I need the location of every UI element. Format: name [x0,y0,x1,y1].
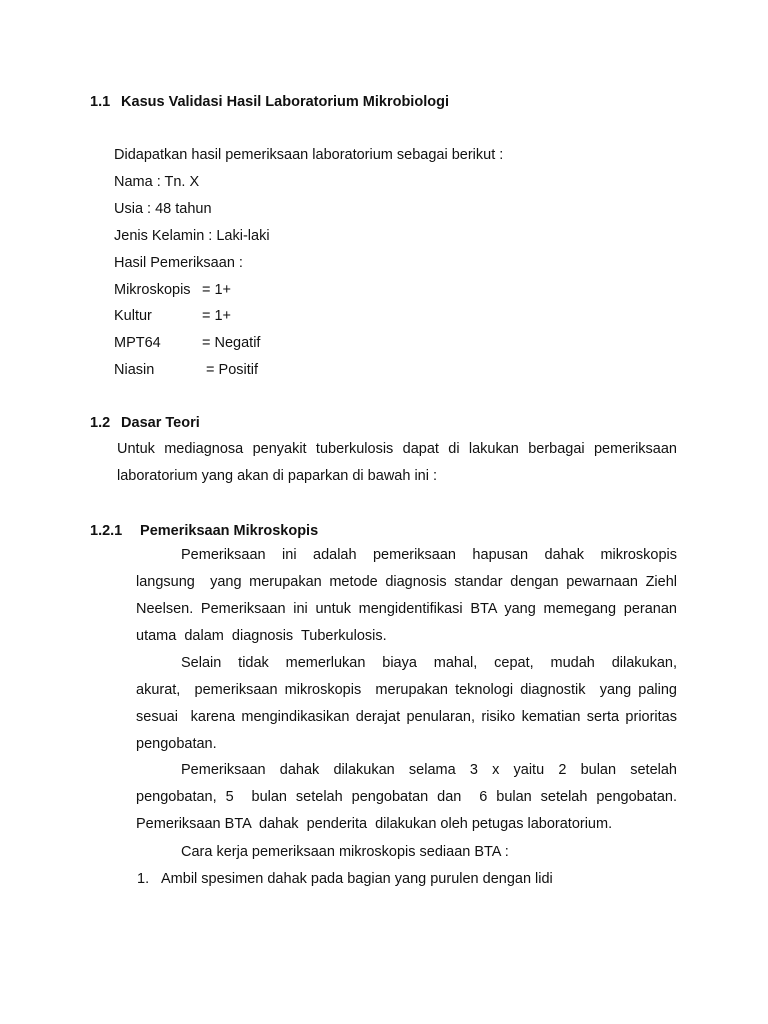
result-row [114,334,260,352]
result-row [114,281,231,299]
paragraph-line: Neelsen. Pemeriksaan ini untuk mengidentifikasi BTA yang memegang peranan [136,601,677,617]
section-heading-1-1 [90,93,449,111]
list-item [137,870,553,888]
paragraph-line: akurat, pemeriksaan mikroskopis merupakan teknologi diagnostik yang paling [136,682,677,698]
case-jenis-kelamin: Jenis Kelamin : Laki-laki [114,228,270,244]
paragraph-line: Selain tidak memerlukan biaya mahal, cepat, mudah dilakukan, [181,655,677,671]
paragraph-line: utama dalam diagnosis Tuberkulosis. [136,628,387,644]
section-number: 1.2.1 [90,523,123,539]
paragraph-line: Untuk mediagnosa penyakit tuberkulosis dapat di lakukan berbagai pemeriksaan [117,441,677,457]
paragraph-dasar-teori [117,436,677,490]
result-name: Kultur [114,308,152,324]
section-title: Kasus Validasi Hasil Laboratorium Mikrobiologi [121,94,449,110]
paragraph-line: langsung yang merupakan metode diagnosis standar dengan pewarnaan Ziehl [136,574,677,590]
result-name: Niasin [114,362,155,378]
case-intro: Didapatkan hasil pemeriksaan laboratorium sebagai berikut : [114,147,504,163]
result-value: = 1+ [202,308,232,324]
case-hasil-label: Hasil Pemeriksaan : [114,255,243,271]
section-number: 1.1 [90,94,111,110]
result-name: Mikroskopis [114,282,191,298]
result-value: = 1+ [202,282,232,298]
paragraph-line: laboratorium yang akan di paparkan di bawah ini : [117,468,438,484]
section-heading-1-2-1 [90,522,318,540]
case-nama: Nama : Tn. X [114,174,200,190]
paragraph-line: pengobatan. [136,736,217,752]
paragraph-3 [136,757,677,838]
result-row [114,307,231,325]
result-name: MPT64 [114,335,161,351]
paragraph-4: Cara kerja pemeriksaan mikroskopis sediaan BTA : [181,844,509,860]
section-number: 1.2 [90,415,111,431]
section-heading-1-2 [90,414,200,432]
result-value: = Positif [202,362,259,378]
paragraph-line: Pemeriksaan ini adalah pemeriksaan hapusan dahak mikroskopis [181,547,677,563]
paragraph-1 [136,542,677,650]
paragraph-line: sesuai karena mengindikasikan derajat penularan, risiko kematian serta prioritas [136,709,677,725]
case-usia: Usia : 48 tahun [114,201,212,217]
paragraph-2 [136,650,677,758]
result-row [114,361,258,379]
paragraph-line: Pemeriksaan BTA dahak penderita dilakukan oleh petugas laboratorium. [136,816,613,832]
list-text: Ambil spesimen dahak pada bagian yang purulen dengan lidi [161,871,553,887]
result-value: = Negatif [202,335,261,351]
paragraph-line: pengobatan, 5 bulan setelah pengobatan dan 6 bulan setelah pengobatan. [136,789,677,805]
list-number: 1. [137,871,150,887]
section-title: Pemeriksaan Mikroskopis [140,523,319,539]
paragraph-line: Pemeriksaan dahak dilakukan selama 3 x yaitu 2 bulan setelah [181,762,677,778]
section-title: Dasar Teori [121,415,200,431]
